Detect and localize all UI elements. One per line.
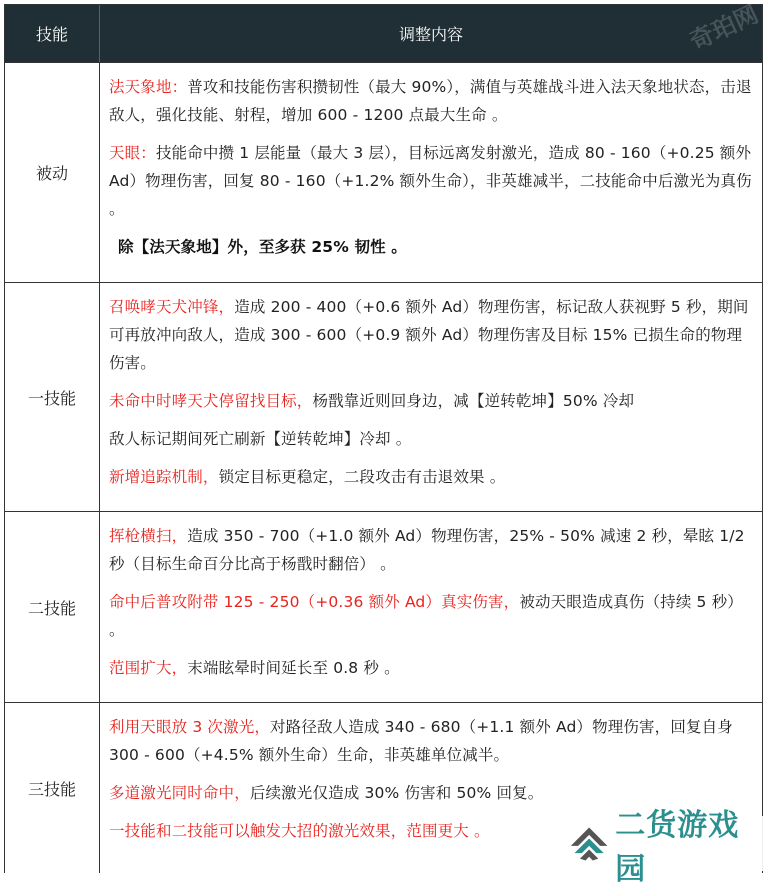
skill-name: 三技能 <box>5 703 100 873</box>
paragraph <box>109 654 754 682</box>
skill-content <box>100 283 762 511</box>
table-row-skill2 <box>5 511 762 702</box>
body-text: 技能命中攒 1 层能量（最大 3 层），目标远离发射激光，造成 80 - 160（+0.25 额外 Ad）物理伤害，回复 80 - 160（+1.2% 额外生命），非英雄减半，二技能命中后激光为真伤 。 <box>109 144 752 218</box>
site-name: 二货游戏园 <box>615 807 740 887</box>
paragraph <box>109 713 754 769</box>
paragraph <box>109 139 754 223</box>
skill-content <box>100 63 762 282</box>
body-text: 造成 350 - 700（+1.0 额外 Ad）物理伤害，25% - 50% 减速 2 秒，晕眩 1/2 秒（目标生命百分比高于杨戬时翻倍） 。 <box>109 527 745 573</box>
body-text: 造成 200 - 400（+0.6 额外 Ad）物理伤害，标记敌人获视野 5 秒，期间可再放冲向敌人，造成 300 - 600（+0.9 额外 Ad）物理伤害及目标 15% 已损生命的物理伤害。 <box>109 298 749 372</box>
site-watermark <box>569 807 767 887</box>
highlight-text: 天眼： <box>109 144 156 162</box>
body-text: 被动天眼造成真伤（持续 5 秒） 。 <box>109 593 743 639</box>
highlight-text: 召唤哮天犬冲锋， <box>109 298 235 316</box>
header-content: 调整内容 <box>398 25 463 44</box>
bold-note: 除【法天象地】外，至多获 25% 韧性 。 <box>118 238 407 256</box>
skill-content <box>100 512 762 702</box>
paragraph <box>109 293 754 377</box>
header-skill: 技能 <box>5 5 100 62</box>
highlight-text: 范围扩大， <box>109 659 188 677</box>
body-text: 锁定目标更稳定，二段攻击有击退效果 。 <box>218 468 506 486</box>
highlight-text: 新增追踪机制， <box>109 468 219 486</box>
paragraph <box>109 425 754 453</box>
body-text: 对路径敌人造成 340 - 680（+1.1 额外 Ad）物理伤害，回复自身 300 - 600（+4.5% 额外生命）生命，非英雄单位减半。 <box>109 718 733 764</box>
paragraph <box>109 463 754 491</box>
body-text: 敌人标记期间死亡刷新【逆转乾坤】冷却 。 <box>109 430 412 448</box>
skill-adjustment-table <box>4 4 763 873</box>
table-row-passive <box>5 62 762 282</box>
body-text: 后续激光仅造成 30% 伤害和 50% 回复。 <box>249 784 544 802</box>
skill-name: 被动 <box>5 63 100 282</box>
chevron-logo-icon <box>569 824 609 864</box>
paragraph <box>109 73 754 129</box>
highlight-text: 多道激光同时命中， <box>109 784 250 802</box>
corner-watermark: 奇珀网 <box>685 0 763 56</box>
paragraph <box>109 588 754 644</box>
skill-name: 一技能 <box>5 283 100 511</box>
table-row-skill1 <box>5 282 762 511</box>
paragraph <box>109 522 754 578</box>
highlight-text: 一技能和二技能可以触发大招的激光效果，范围更大 。 <box>109 822 490 840</box>
highlight-text: 挥枪横扫， <box>109 527 188 545</box>
body-text: 普攻和技能伤害积攒韧性（最大 90%），满值与英雄战斗进入法天象地状态，击退敌人，强化技能、射程，增加 600 - 1200 点最大生命 。 <box>109 78 752 124</box>
paragraph <box>109 233 754 261</box>
body-text: 杨戬靠近则回身边，减【逆转乾坤】50% 冷却 <box>312 392 635 410</box>
highlight-text: 利用天眼放 3 次激光， <box>109 718 271 736</box>
table-header <box>5 5 762 62</box>
highlight-text: 命中后普攻附带 125 - 250（+0.36 额外 Ad）真实伤害， <box>109 593 520 611</box>
highlight-text: 法天象地： <box>109 78 188 96</box>
paragraph <box>109 387 754 415</box>
highlight-text: 未命中时哮天犬停留找目标， <box>109 392 313 410</box>
skill-name: 二技能 <box>5 512 100 702</box>
body-text: 末端眩晕时间延长至 0.8 秒 。 <box>187 659 400 677</box>
